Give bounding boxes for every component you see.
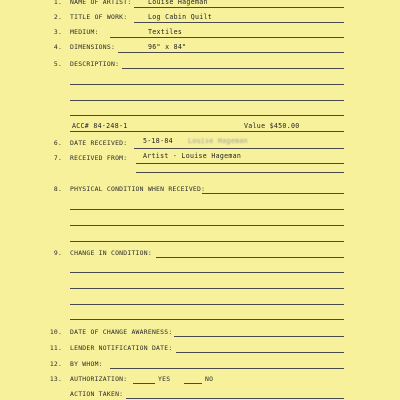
dimensions-value: 96" x 84"	[148, 43, 187, 51]
medium-line	[110, 37, 344, 38]
item-3-number: 3.	[53, 28, 62, 36]
authorization-yes-blank	[133, 383, 155, 384]
item-7-label: RECEIVED FROM:	[70, 154, 128, 162]
item-11-label: LENDER NOTIFICATION DATE:	[70, 344, 173, 352]
item-1-label: NAME OF ARTIST:	[70, 0, 132, 6]
item-10-number: 10.	[49, 328, 62, 336]
action-taken-label: ACTION TAKEN:	[70, 390, 124, 398]
by-whom-line	[110, 368, 344, 369]
item-11-number: 11.	[49, 344, 62, 352]
date-received-line	[134, 148, 344, 149]
change-awareness-line	[174, 336, 344, 337]
appraised-value: Value $450.00	[244, 122, 300, 130]
medium-value: Textiles	[148, 28, 183, 36]
item-3-label: MEDIUM:	[70, 28, 99, 36]
artist-name-line	[134, 7, 344, 8]
item-4-number: 4.	[53, 43, 62, 51]
item-8-label: PHYSICAL CONDITION WHEN RECEIVED:	[70, 185, 206, 193]
authorization-yes-label: YES	[158, 375, 171, 383]
change-condition-line-4	[70, 304, 344, 305]
item-6-label: DATE RECEIVED:	[70, 139, 128, 147]
item-1-number: 1.	[53, 0, 62, 6]
title-of-work-value: Log Cabin Quilt	[148, 13, 213, 21]
description-line-3	[70, 100, 344, 101]
lender-notification-line	[176, 352, 344, 353]
received-from-line-2	[136, 172, 344, 173]
condition-line-3	[70, 225, 344, 226]
change-condition-line-5	[70, 319, 344, 320]
item-13-label: AUTHORIZATION:	[70, 375, 128, 383]
item-12-number: 12.	[49, 360, 62, 368]
date-received-value: 5-18-84	[143, 137, 173, 145]
item-12-label: BY WHOM:	[70, 360, 103, 368]
change-condition-line-3	[70, 288, 344, 289]
authorization-no-blank	[184, 383, 202, 384]
item-2-label: TITLE OF WORK:	[70, 13, 128, 21]
item-6-number: 6.	[53, 139, 62, 147]
change-condition-line-2	[70, 272, 344, 273]
condition-line-4	[70, 241, 344, 242]
date-received-redacted-note: Louise Hageman	[188, 137, 248, 145]
received-from-value: Artist - Louise Hageman	[143, 152, 242, 160]
action-taken-line	[126, 398, 344, 399]
dimensions-line	[118, 52, 344, 53]
description-line-1	[122, 68, 344, 69]
item-7-number: 7.	[53, 154, 62, 162]
item-9-label: CHANGE IN CONDITION:	[70, 249, 152, 257]
description-line-2	[70, 84, 344, 85]
artist-name-value: Louise Hageman	[148, 0, 208, 6]
item-5-number: 5.	[53, 60, 62, 68]
item-13-number: 13.	[49, 375, 62, 383]
item-8-number: 8.	[53, 185, 62, 193]
acc-line	[70, 131, 344, 132]
acc-number: ACC# 84-248-1	[72, 122, 128, 130]
item-5-label: DESCRIPTION:	[70, 60, 120, 68]
condition-line-2	[70, 209, 344, 210]
item-2-number: 2.	[53, 13, 62, 21]
description-line-4	[70, 115, 344, 116]
condition-line-1	[202, 193, 344, 194]
item-4-label: DIMENSIONS:	[70, 43, 116, 51]
received-from-line-1	[136, 163, 344, 164]
change-condition-line-1	[156, 257, 344, 258]
authorization-no-label: NO	[205, 375, 214, 383]
item-9-number: 9.	[53, 249, 62, 257]
title-of-work-line	[134, 22, 344, 23]
item-10-label: DATE OF CHANGE AWARENESS:	[70, 328, 173, 336]
